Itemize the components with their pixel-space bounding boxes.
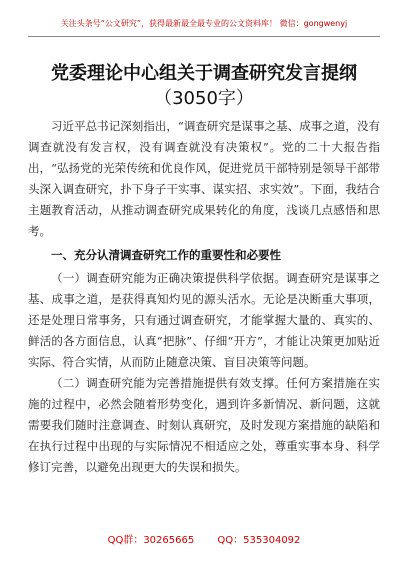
point-paragraph-1: （一）调查研究能为正确决策提供科学依据。调查研究是谋事之基、成事之道，是获得真知灼见的源头活水。无论是决断重大事项，还是处理日常事务，只有通过调查研究，才能掌握大量的、真实的、鲜活的各方面信息，认真“把脉”、仔细“开方”，才能让决策更加贴近实际、符合实情，从而防止随意决策、盲目决策等问题。 (28, 271, 380, 369)
document-page (28, 12, 380, 568)
header-banner: 关注头条号“公文研究”，获得最新最全最专业的公文资料库！ 微信：gongwenyj (28, 12, 380, 37)
intro-paragraph: 习近平总书记深刻指出，“调查研究是谋事之基、成事之道，没有调查就没有发言权，没有调查就没有决策权”。党的二十大报告指出，“弘扬党的光荣传统和优良作风，促进党员干部特别是领导干部带头深入调查研究，扑下身子干实事、谋实招、求实效”。下面，我结合主题教育活动，从推动调查研究成果转化的角度，浅谈几点感悟和思考。 (28, 119, 380, 238)
qq-number-label: QQ：535304092 (217, 535, 301, 546)
document-title: 党委理论中心组关于调查研究发言提纲 (51, 63, 357, 84)
point-paragraph-2: （二）调查研究能为完善措施提供有效支撑。任何方案措施在实施的过程中，必然会随着形势变化，遇到许多新情况、新问题，这就需要我们随时注意调查、时刻认真研究，及时发现方案措施的缺陷和在执行过程中出现的与实际情况不相适应之处，尊重实事本身、科学修订完善，以避免出现更大的失误和损失。 (28, 376, 380, 474)
section-heading: 一、充分认清调查研究工作的重要性和必要性 (51, 248, 281, 262)
qq-group-label: QQ群：30265665 (107, 535, 195, 546)
footer-contact (28, 532, 380, 550)
word-count: （3050字） (154, 88, 254, 109)
document-body (28, 116, 380, 478)
